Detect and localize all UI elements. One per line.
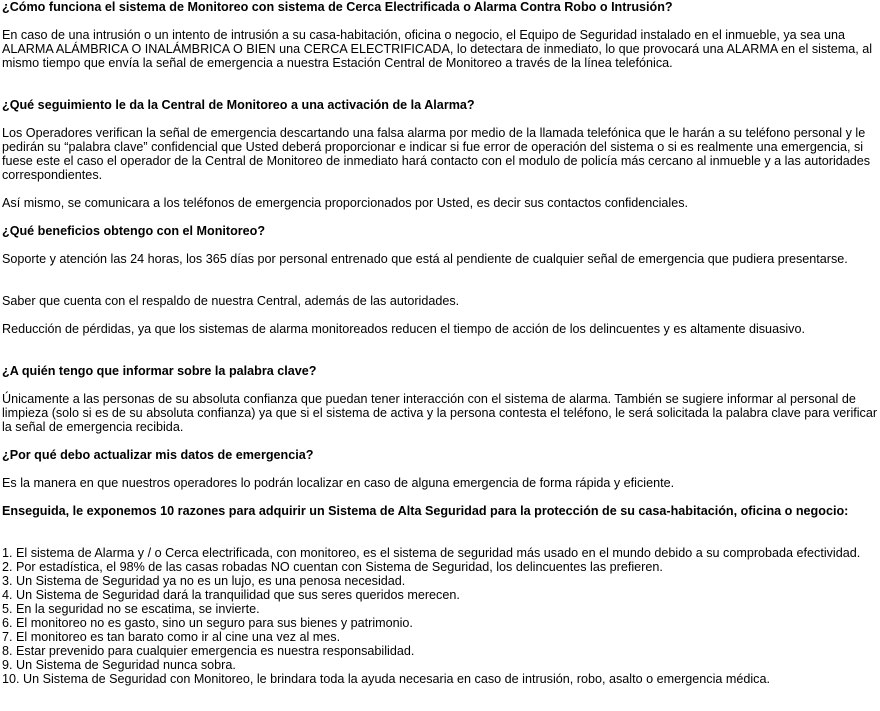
question-central-follow-up: ¿Qué seguimiento le da la Central de Monitoreo a una activación de la Alarma? xyxy=(2,98,475,112)
answer-paragraph: Soporte y atención las 24 horas, los 365 días por personal entrenado que está al pendiente de cualquier señal de emergencia que pudiera presentarse. xyxy=(2,252,848,266)
reason-item: 3. Un Sistema de Seguridad ya no es un lujo, es una penosa necesidad. xyxy=(2,574,406,588)
answer-paragraph: En caso de una intrusión o un intento de intrusión a su casa-habitación, oficina o negocio, el Equipo de Seguridad instalado en el inmueble, ya sea una ALARMA ALÁMBRICA O INALÁMBRICA O BIEN una CERCA ELECTRIFICADA, lo detectara de inmediato, lo que provocará una ALARMA en el sistema, al mismo tiempo que envía la señal de emergencia a nuestra Estación Central de Monitoreo a través de la línea telefónica. xyxy=(2,28,873,70)
reason-item: 7. El monitoreo es tan barato como ir al cine una vez al mes. xyxy=(2,630,341,644)
reason-item: 10. Un Sistema de Seguridad con Monitoreo, le brindara toda la ayuda necesaria en caso de intrusión, robo, asalto o emergencia médica. xyxy=(2,672,770,686)
reason-item: 2. Por estadística, el 98% de las casas robadas NO cuentan con Sistema de Seguridad, los delincuentes las prefieren. xyxy=(2,560,663,574)
reason-item: 8. Estar prevenido para cualquier emergencia es nuestra responsabilidad. xyxy=(2,644,415,658)
reasons-heading: Enseguida, le exponemos 10 razones para adquirir un Sistema de Alta Seguridad para la protección de su casa-habitación, oficina o negocio: xyxy=(2,504,849,518)
answer-paragraph: Es la manera en que nuestros operadores lo podrán localizar en caso de alguna emergencia de forma rápida y eficiente. xyxy=(2,476,675,490)
answer-paragraph: Saber que cuenta con el respaldo de nuestra Central, además de las autoridades. xyxy=(2,294,460,308)
answer-paragraph: Los Operadores verifican la señal de emergencia descartando una falsa alarma por medio de la llamada telefónica que le harán a su teléfono personal y le pedirán su “palabra clave” confidencial que Usted deberá proporcionar e indicar si fue error de operación del sistema o si es realmente una emergencia, si fuese este el caso el operador de la Central de Monitoreo de inmediato hará contacto con el modulo de policía más cercano al inmueble y a las autoridades correspondientes. xyxy=(2,126,871,182)
answer-paragraph: Únicamente a las personas de su absoluta confianza que puedan tener interacción con el sistema de alarma. También se sugiere informar al personal de limpieza (solo si es de su absoluta confianza) ya que si el sistema de activa y la persona contesta el teléfono, le será solicitada la palabra clave para verificar la señal de emergencia recibida. xyxy=(2,392,878,434)
reason-item: 4. Un Sistema de Seguridad dará la tranquilidad que sus seres queridos merecen. xyxy=(2,588,460,602)
answer-paragraph: Reducción de pérdidas, ya que los sistemas de alarma monitoreados reducen el tiempo de acción de los delincuentes y es altamente disuasivo. xyxy=(2,322,805,336)
question-update-emergency-data: ¿Por qué debo actualizar mis datos de emergencia? xyxy=(2,448,314,462)
reason-item: 9. Un Sistema de Seguridad nunca sobra. xyxy=(2,658,236,672)
reason-item: 1. El sistema de Alarma y / o Cerca electrificada, con monitoreo, es el sistema de seguridad más usado en el mundo debido a su comprobada efectividad. xyxy=(2,546,861,560)
question-how-monitoring-works: ¿Cómo funciona el sistema de Monitoreo con sistema de Cerca Electrificada o Alarma Contra Robo o Intrusión? xyxy=(2,0,673,14)
reason-item: 5. En la seguridad no se escatima, se invierte. xyxy=(2,602,260,616)
reason-item: 6. El monitoreo no es gasto, sino un seguro para sus bienes y patrimonio. xyxy=(2,616,413,630)
question-benefits: ¿Qué beneficios obtengo con el Monitoreo? xyxy=(2,224,266,238)
reasons-list xyxy=(2,546,880,686)
question-password-informing: ¿A quién tengo que informar sobre la palabra clave? xyxy=(2,364,317,378)
answer-paragraph: Así mismo, se comunicara a los teléfonos de emergencia proporcionados por Usted, es decir sus contactos confidenciales. xyxy=(2,196,689,210)
